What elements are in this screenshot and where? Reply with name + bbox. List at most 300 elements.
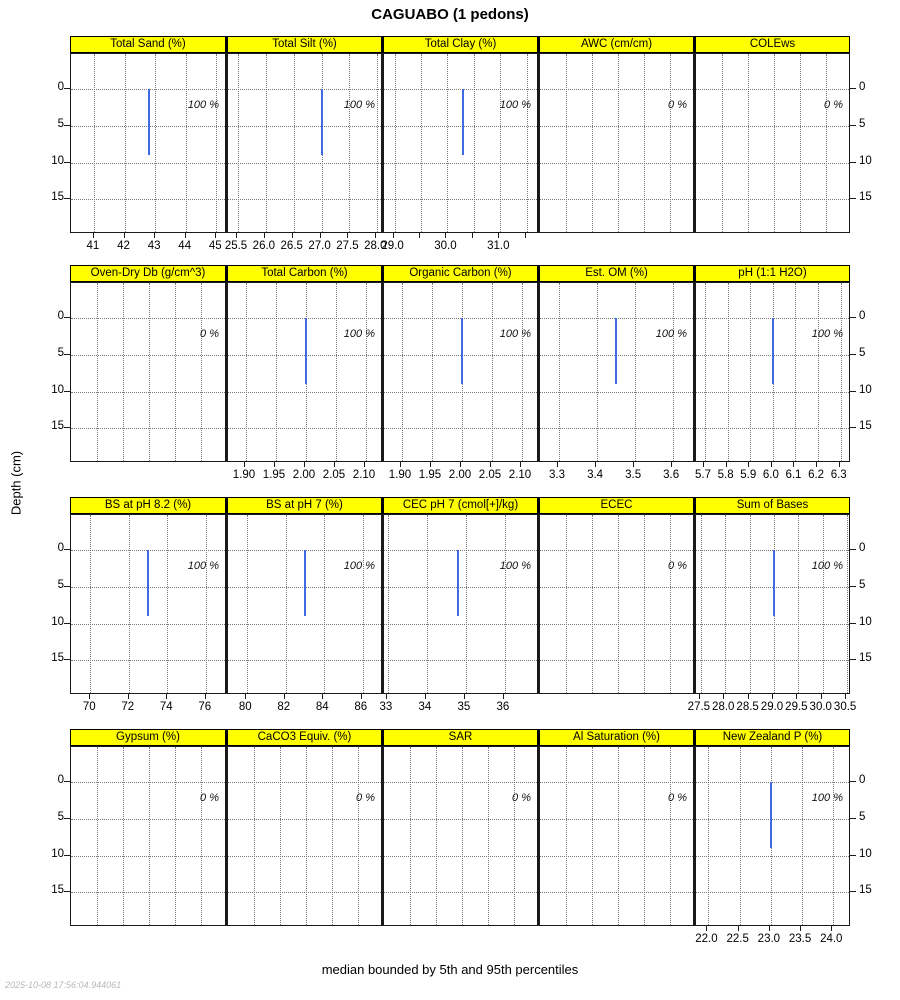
x-axis-tick [671, 462, 672, 467]
gridline-vertical [427, 515, 428, 693]
gridline-vertical [167, 515, 168, 693]
gridline-vertical [216, 54, 217, 232]
gridline-vertical [280, 747, 281, 925]
gridline-vertical [206, 515, 207, 693]
gridline-horizontal [540, 428, 693, 429]
gridline-horizontal [696, 89, 849, 90]
gridline-vertical [800, 54, 801, 232]
contributing-fraction-label: 100 % [499, 99, 531, 112]
panel-plot-total-carbon [226, 282, 382, 462]
contributing-fraction-label: 100 % [655, 328, 687, 341]
gridline-vertical [774, 54, 775, 232]
depth-axis-tick [850, 818, 856, 819]
depth-tick-label-left: 10 [51, 154, 64, 167]
depth-axis-tick [850, 427, 856, 428]
x-axis-tick [472, 233, 473, 238]
x-tick-label: 82 [277, 701, 291, 713]
gridline-horizontal [696, 856, 849, 857]
depth-tick-label-left: 15 [51, 420, 64, 433]
y-axis-title: Depth (cm) [8, 450, 24, 516]
x-tick-label: 3.4 [587, 469, 604, 481]
gridline-vertical [802, 747, 803, 925]
panel-strip-ph-1-1-h2o: pH (1:1 H2O) [694, 265, 850, 282]
contributing-fraction-label: 0 % [668, 99, 687, 112]
depth-tick-label-right: 5 [859, 811, 866, 823]
panel-plot-est-om [538, 282, 694, 462]
gridline-horizontal [228, 819, 381, 820]
x-tick-label: 80 [238, 701, 252, 713]
gridline-horizontal [384, 819, 537, 820]
x-axis-tick [124, 233, 125, 238]
x-tick-label: 29.0 [381, 240, 404, 252]
x-tick-label: 84 [315, 701, 329, 713]
median-depth-line [321, 89, 323, 155]
x-axis-tick [386, 694, 387, 699]
gridline-vertical [432, 283, 433, 461]
gridline-horizontal [71, 892, 225, 893]
x-tick-label: 36 [496, 701, 510, 713]
gridline-horizontal [696, 392, 849, 393]
gridline-vertical [566, 515, 567, 693]
x-axis-tick [726, 462, 727, 467]
timestamp: 2025-10-08 17:56:04.944061 [5, 980, 122, 990]
panel-strip-organic-carbon: Organic Carbon (%) [382, 265, 538, 282]
x-tick-label: 45 [208, 240, 222, 252]
gridline-vertical [247, 515, 248, 693]
x-axis-tick [205, 694, 206, 699]
panel-plot-cec-ph-7-cmol-kg [382, 514, 538, 694]
gridline-horizontal [540, 199, 693, 200]
x-axis-tick [274, 462, 275, 467]
median-depth-line [462, 89, 464, 155]
gridline-vertical [462, 747, 463, 925]
depth-tick-label-right: 0 [859, 774, 866, 787]
x-tick-label: 27.5 [336, 240, 359, 252]
x-axis-tick [738, 926, 739, 931]
x-tick-label: 23.0 [757, 933, 781, 945]
gridline-vertical [527, 54, 528, 232]
gridline-vertical [286, 515, 287, 693]
depth-tick-label-right: 5 [859, 347, 866, 359]
panel-strip-total-sand: Total Sand (%) [70, 36, 226, 53]
gridline-vertical [90, 515, 91, 693]
x-axis-tick [128, 694, 129, 699]
gridline-vertical [795, 283, 796, 461]
x-axis-tick [445, 233, 446, 238]
gridline-vertical [500, 54, 501, 232]
depth-axis-tick [850, 391, 856, 392]
gridline-horizontal [228, 199, 381, 200]
gridline-horizontal [540, 782, 693, 783]
x-axis-tick [89, 694, 90, 699]
gridline-vertical [823, 515, 824, 693]
x-tick-label: 6.3 [830, 469, 847, 481]
x-axis-tick [361, 694, 362, 699]
depth-tick-label-right: 10 [859, 154, 872, 167]
x-tick-label: 33 [379, 701, 393, 713]
x-axis-tick [796, 694, 797, 699]
depth-tick-label-left: 5 [57, 811, 64, 823]
median-depth-line [304, 550, 306, 616]
panel-plot-gypsum [70, 746, 226, 926]
panel-plot-new-zealand-p [694, 746, 850, 926]
x-axis-tick [322, 694, 323, 699]
gridline-horizontal [71, 355, 225, 356]
panel-plot-al-saturation [538, 746, 694, 926]
gridline-horizontal [540, 163, 693, 164]
depth-axis-tick [850, 162, 856, 163]
depth-axis-tick [850, 659, 856, 660]
gridline-vertical [618, 54, 619, 232]
panel-strip-total-clay: Total Clay (%) [382, 36, 538, 53]
gridline-vertical [728, 283, 729, 461]
x-tick-label: 31.0 [487, 240, 510, 252]
depth-axis-tick [850, 198, 856, 199]
gridline-vertical [522, 283, 523, 461]
gridline-horizontal [384, 126, 537, 127]
gridline-horizontal [228, 392, 381, 393]
median-depth-line [305, 318, 307, 384]
gridline-horizontal [228, 782, 381, 783]
x-tick-label: 27.0 [308, 240, 331, 252]
gridline-vertical [474, 54, 475, 232]
x-axis-tick [460, 462, 461, 467]
x-axis-tick [419, 233, 420, 238]
x-axis-tick [703, 462, 704, 467]
gridline-horizontal [384, 89, 537, 90]
panel-strip-oven-dry-db-g-cm-3: Oven-Dry Db (g/cm^3) [70, 265, 226, 282]
gridline-vertical [324, 515, 325, 693]
x-tick-label: 6.1 [785, 469, 802, 481]
gridline-vertical [246, 283, 247, 461]
x-axis-tick [498, 233, 499, 238]
contributing-fraction-label: 0 % [356, 792, 375, 805]
depth-tick-label-left: 10 [51, 847, 64, 860]
gridline-horizontal [540, 856, 693, 857]
x-tick-label: 42 [117, 240, 130, 252]
gridline-horizontal [71, 428, 225, 429]
gridline-vertical [644, 747, 645, 925]
x-axis-tick [464, 694, 465, 699]
gridline-horizontal [696, 126, 849, 127]
depth-tick-label-right: 15 [859, 652, 872, 665]
gridline-vertical [559, 283, 560, 461]
depth-axis-tick [850, 623, 856, 624]
gridline-vertical [722, 54, 723, 232]
contributing-fraction-label: 0 % [668, 560, 687, 573]
panel-strip-colews: COLEws [694, 36, 850, 53]
gridline-vertical [740, 747, 741, 925]
gridline-horizontal [540, 660, 693, 661]
gridline-vertical [201, 747, 202, 925]
gridline-horizontal [384, 782, 537, 783]
depth-tick-label-right: 10 [859, 615, 872, 628]
x-axis-tick [839, 462, 840, 467]
x-axis-tick [490, 462, 491, 467]
panel-strip-sum-of-bases: Sum of Bases [694, 497, 850, 514]
gridline-vertical [670, 54, 671, 232]
contributing-fraction-label: 0 % [512, 792, 531, 805]
x-tick-label: 3.3 [549, 469, 566, 481]
x-axis-tick [769, 926, 770, 931]
gridline-horizontal [384, 199, 537, 200]
x-axis-tick [215, 233, 216, 238]
x-tick-label: 1.90 [232, 469, 256, 481]
depth-axis-tick [850, 354, 856, 355]
gridline-vertical [618, 515, 619, 693]
x-tick-label: 41 [86, 240, 100, 252]
contributing-fraction-label: 100 % [343, 99, 375, 112]
x-tick-label: 6.2 [808, 469, 825, 481]
x-tick-label: 70 [82, 701, 96, 713]
gridline-horizontal [228, 856, 381, 857]
gridline-vertical [125, 54, 126, 232]
gridline-horizontal [384, 428, 537, 429]
panel-strip-new-zealand-p: New Zealand P (%) [694, 729, 850, 746]
gridline-vertical [750, 283, 751, 461]
gridline-horizontal [384, 856, 537, 857]
median-depth-line [147, 550, 149, 616]
gridline-horizontal [384, 624, 537, 625]
median-depth-line [457, 550, 459, 616]
median-depth-line [148, 89, 150, 155]
gridline-vertical [388, 515, 389, 693]
median-depth-line [770, 782, 772, 848]
gridline-horizontal [71, 782, 225, 783]
panel-strip-caco3-equiv: CaCO3 Equiv. (%) [226, 729, 382, 746]
gridline-vertical [505, 515, 506, 693]
x-tick-label: 44 [178, 240, 192, 252]
gridline-horizontal [696, 624, 849, 625]
gridline-vertical [566, 54, 567, 232]
gridline-horizontal [228, 126, 381, 127]
gridline-vertical [833, 747, 834, 925]
gridline-vertical [186, 54, 187, 232]
gridline-vertical [336, 283, 337, 461]
gridline-horizontal [228, 892, 381, 893]
x-tick-label: 1.95 [262, 469, 286, 481]
gridline-horizontal [540, 892, 693, 893]
x-tick-label: 5.8 [717, 469, 734, 481]
gridline-horizontal [696, 819, 849, 820]
x-tick-label: 2.10 [352, 469, 376, 481]
gridline-vertical [97, 747, 98, 925]
x-tick-label: 3.6 [663, 469, 680, 481]
x-axis-tick [800, 926, 801, 931]
x-axis-tick [525, 233, 526, 238]
x-tick-label: 74 [159, 701, 173, 713]
x-tick-label: 29.0 [760, 701, 784, 713]
x-axis-tick [393, 233, 394, 238]
gridline-vertical [421, 54, 422, 232]
gridline-vertical [592, 515, 593, 693]
depth-axis-tick [850, 586, 856, 587]
contributing-fraction-label: 0 % [200, 792, 219, 805]
depth-tick-label-right: 0 [859, 81, 866, 94]
depth-tick-label-left: 0 [57, 310, 64, 323]
contributing-fraction-label: 100 % [499, 560, 531, 573]
median-depth-line [772, 318, 774, 384]
x-axis-tick [699, 694, 700, 699]
depth-tick-label-right: 5 [859, 118, 866, 130]
x-tick-label: 25.5 [224, 240, 248, 252]
x-tick-label: 24.0 [820, 933, 843, 945]
depth-tick-label-left: 15 [51, 191, 64, 204]
x-tick-label: 22.0 [695, 933, 718, 945]
gridline-horizontal [71, 163, 225, 164]
panel-strip-awc-cm-cm: AWC (cm/cm) [538, 36, 694, 53]
panel-plot-ecec [538, 514, 694, 694]
x-tick-label: 28.0 [712, 701, 735, 713]
depth-axis-tick [850, 88, 856, 89]
gridline-horizontal [540, 89, 693, 90]
x-tick-label: 30.0 [434, 240, 457, 252]
contributing-fraction-label: 100 % [343, 560, 375, 573]
gridline-horizontal [384, 587, 537, 588]
x-axis-tick [816, 462, 817, 467]
gridline-horizontal [696, 163, 849, 164]
gridline-vertical [377, 54, 378, 232]
x-tick-label: 76 [198, 701, 212, 713]
x-axis-tick [154, 233, 155, 238]
x-axis-tick [845, 694, 846, 699]
panel-strip-ecec: ECEC [538, 497, 694, 514]
depth-tick-label-left: 10 [51, 615, 64, 628]
x-axis-tick [748, 694, 749, 699]
gridline-vertical [402, 283, 403, 461]
panel-strip-total-carbon: Total Carbon (%) [226, 265, 382, 282]
gridline-vertical [447, 54, 448, 232]
depth-tick-label-left: 0 [57, 542, 64, 555]
gridline-horizontal [540, 587, 693, 588]
x-axis-tick [304, 462, 305, 467]
gridline-vertical [175, 747, 176, 925]
gridline-vertical [123, 283, 124, 461]
depth-tick-label-right: 5 [859, 579, 866, 591]
panel-plot-total-clay [382, 53, 538, 233]
depth-tick-label-left: 5 [57, 579, 64, 591]
gridline-vertical [358, 747, 359, 925]
gridline-vertical [566, 747, 567, 925]
x-axis-tick [185, 233, 186, 238]
x-axis-tick [292, 233, 293, 238]
contributing-fraction-label: 100 % [499, 328, 531, 341]
median-depth-line [461, 318, 463, 384]
gridline-vertical [644, 54, 645, 232]
gridline-horizontal [71, 624, 225, 625]
gridline-horizontal [71, 660, 225, 661]
panel-plot-bs-at-ph-7 [226, 514, 382, 694]
median-depth-line [773, 550, 775, 616]
x-axis-tick [236, 233, 237, 238]
depth-tick-label-left: 10 [51, 383, 64, 396]
x-axis-tick [557, 462, 558, 467]
gridline-vertical [175, 283, 176, 461]
panel-strip-bs-at-ph-7: BS at pH 7 (%) [226, 497, 382, 514]
contributing-fraction-label: 100 % [811, 560, 843, 573]
gridline-vertical [238, 54, 239, 232]
x-tick-label: 26.5 [280, 240, 303, 252]
gridline-vertical [149, 283, 150, 461]
gridline-vertical [597, 283, 598, 461]
x-axis-tick [264, 233, 265, 238]
x-tick-label: 30.5 [833, 701, 857, 713]
panel-plot-caco3-equiv [226, 746, 382, 926]
gridline-vertical [123, 747, 124, 925]
panel-strip-gypsum: Gypsum (%) [70, 729, 226, 746]
depth-tick-label-right: 0 [859, 310, 866, 323]
contributing-fraction-label: 0 % [200, 328, 219, 341]
gridline-vertical [201, 283, 202, 461]
panel-plot-total-sand [70, 53, 226, 233]
x-tick-label: 23.5 [788, 933, 812, 945]
gridline-horizontal [540, 550, 693, 551]
depth-tick-label-left: 15 [51, 884, 64, 897]
depth-axis-tick [850, 549, 856, 550]
x-axis-tick [334, 462, 335, 467]
x-tick-label: 35 [457, 701, 471, 713]
gridline-vertical [701, 515, 702, 693]
panel-plot-organic-carbon [382, 282, 538, 462]
x-tick-label: 29.5 [785, 701, 808, 713]
gridline-horizontal [228, 428, 381, 429]
contributing-fraction-label: 0 % [668, 792, 687, 805]
depth-tick-label-right: 15 [859, 191, 872, 204]
gridline-vertical [750, 515, 751, 693]
gridline-vertical [488, 747, 489, 925]
x-tick-label: 6.0 [762, 469, 779, 481]
panel-strip-total-silt: Total Silt (%) [226, 36, 382, 53]
x-axis-tick [633, 462, 634, 467]
x-tick-label: 28.0 [364, 240, 387, 252]
x-axis-tick [364, 462, 365, 467]
gridline-vertical [798, 515, 799, 693]
x-axis-tick [723, 694, 724, 699]
x-tick-label: 2.05 [322, 469, 346, 481]
contributing-fraction-label: 100 % [187, 99, 219, 112]
panel-plot-ph-1-1-h2o [694, 282, 850, 462]
gridline-vertical [349, 54, 350, 232]
panel-plot-bs-at-ph-8-2 [70, 514, 226, 694]
panel-strip-est-om: Est. OM (%) [538, 265, 694, 282]
x-tick-label: 22.5 [726, 933, 749, 945]
depth-tick-label-left: 5 [57, 118, 64, 130]
gridline-vertical [466, 515, 467, 693]
gridline-vertical [492, 283, 493, 461]
x-axis-tick [430, 462, 431, 467]
panel-plot-sar [382, 746, 538, 926]
x-axis-tick [748, 462, 749, 467]
x-axis-tick [772, 694, 773, 699]
x-axis-tick [347, 233, 348, 238]
x-tick-label: 86 [354, 701, 368, 713]
panel-strip-sar: SAR [382, 729, 538, 746]
depth-tick-label-left: 0 [57, 774, 64, 787]
gridline-horizontal [540, 392, 693, 393]
x-axis-tick [375, 233, 376, 238]
gridline-horizontal [228, 660, 381, 661]
gridline-vertical [149, 747, 150, 925]
gridline-vertical [670, 515, 671, 693]
x-tick-label: 1.90 [388, 469, 412, 481]
gridline-horizontal [71, 819, 225, 820]
depth-axis-tick [850, 317, 856, 318]
x-axis-tick [503, 694, 504, 699]
x-axis-tick [244, 462, 245, 467]
x-axis-tick [93, 233, 94, 238]
gridline-vertical [592, 54, 593, 232]
depth-axis-tick [850, 855, 856, 856]
